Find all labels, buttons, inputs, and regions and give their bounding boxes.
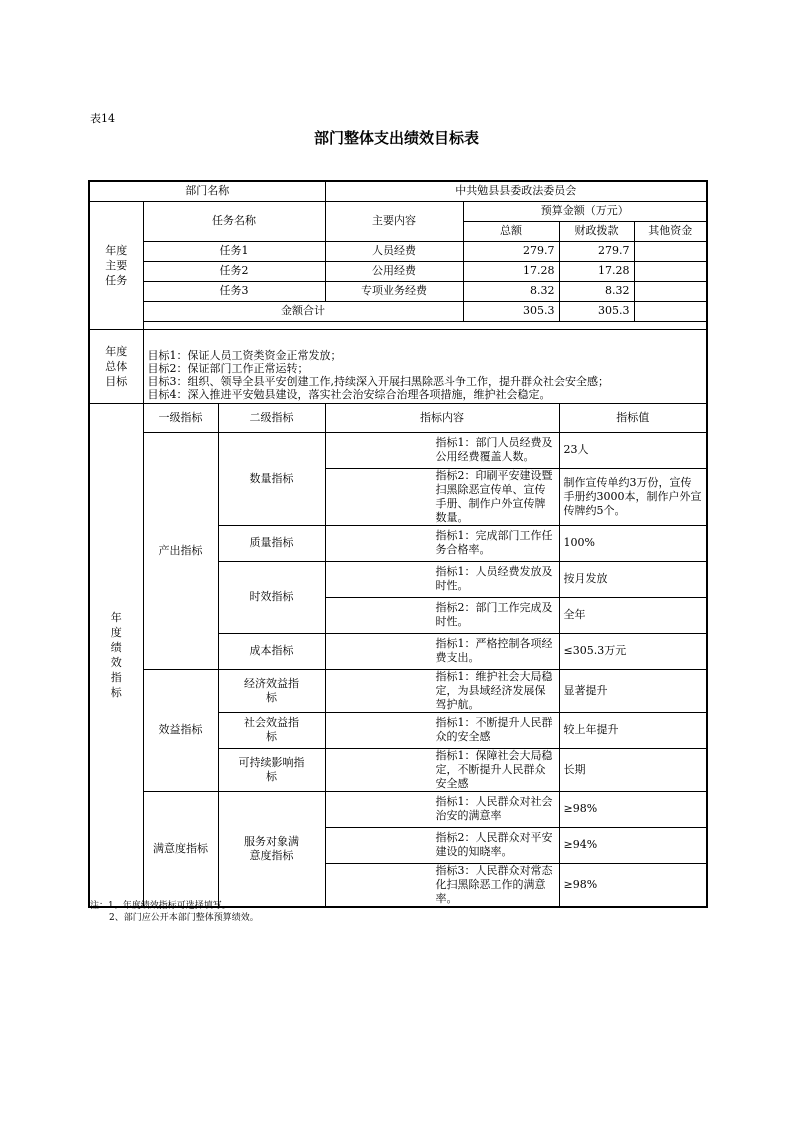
task-total: 279.7 — [463, 241, 559, 261]
indicator-value: ≥98% — [559, 791, 707, 827]
indicator-value: 100% — [559, 525, 707, 561]
footnote: 注：1、年度绩效指标可选择填写。 — [90, 901, 231, 911]
indicator-content: 指标2：印刷平安建设暨扫黑除恶宣传单、宣传手册、制作户外宣传牌数量。 — [325, 468, 559, 525]
social-text: 社会效益指标 — [244, 716, 299, 743]
indicator-value: 23人 — [559, 432, 707, 468]
fiscal-header: 财政拨款 — [559, 221, 634, 241]
dept-row — [89, 181, 707, 201]
indicator-content: 指标1：保障社会大局稳定，不断提升人民群众安全感 — [325, 748, 559, 791]
indicator-value: ≥98% — [559, 863, 707, 907]
table-number: 表14 — [90, 112, 115, 125]
task-fiscal: 8.32 — [559, 281, 634, 301]
indicator-content: 指标3：人民群众对常态化扫黑除恶工作的满意率。 — [325, 863, 559, 907]
task-row — [89, 281, 707, 301]
document-title: 部门整体支出绩效目标表 — [313, 129, 479, 147]
indicator-value: 全年 — [559, 597, 707, 633]
indicator-content: 指标1：部门人员经费及公用经费覆盖人数。 — [325, 432, 559, 468]
task-fiscal: 17.28 — [559, 261, 634, 281]
performance-goal-table — [88, 180, 708, 908]
task-other — [634, 281, 707, 301]
total-header: 总额 — [463, 221, 559, 241]
footnotes — [90, 900, 259, 924]
timeliness-label: 时效指标 — [218, 561, 325, 633]
tasks-section-text: 年度主要任务 — [105, 243, 128, 287]
dept-label: 部门名称 — [89, 181, 325, 201]
dept-value: 中共勉县县委政法委员会 — [325, 181, 707, 201]
task-total: 8.32 — [463, 281, 559, 301]
indicator-content: 指标1：不断提升人民群众的安全感 — [325, 712, 559, 748]
indicator-content: 指标1：人民群众对社会治安的满意率 — [325, 791, 559, 827]
indicator-value: ≥94% — [559, 827, 707, 863]
sum-other — [634, 301, 707, 321]
sustainable-text: 可持续影响指标 — [238, 755, 305, 783]
task-name: 任务2 — [143, 261, 325, 281]
cost-label: 成本指标 — [218, 633, 325, 669]
benefit-label: 效益指标 — [143, 669, 218, 791]
task-other — [634, 261, 707, 281]
output-label: 产出指标 — [143, 432, 218, 669]
level2-header: 二级指标 — [218, 403, 325, 432]
indicator-value-header: 指标值 — [559, 403, 707, 432]
indicator-row — [89, 669, 707, 712]
task-total: 17.28 — [463, 261, 559, 281]
sum-label: 金额合计 — [143, 301, 463, 321]
task-content-header: 主要内容 — [325, 201, 463, 241]
indicator-row — [89, 432, 707, 468]
sustainable-label — [218, 748, 325, 791]
service-satisfaction-label — [218, 791, 325, 907]
tasks-spacer — [143, 321, 707, 329]
goal-line: 目标3：组织、领导全县平安创建工作,持续深入开展扫黑除恶斗争工作，提升群众社会安全感； — [147, 374, 609, 388]
footnote: 2、部门应公开本部门整体预算绩效。 — [109, 913, 259, 923]
budget-header: 预算金额（万元） — [463, 201, 707, 221]
indicator-content: 指标2：人民群众对平安建设的知晓率。 — [325, 827, 559, 863]
perf-section-text: 年度绩效指标 — [110, 610, 122, 699]
indicator-content-header: 指标内容 — [325, 403, 559, 432]
indicator-content: 指标1：完成部门工作任务合格率。 — [325, 525, 559, 561]
task-name-header: 任务名称 — [143, 201, 325, 241]
goals-section-text: 年度总体目标 — [105, 344, 128, 388]
indicator-value: 较上年提升 — [559, 712, 707, 748]
social-label — [218, 712, 325, 748]
task-name: 任务3 — [143, 281, 325, 301]
goal-line: 目标2：保证部门工作正常运转； — [147, 361, 309, 375]
task-row — [89, 241, 707, 261]
economic-label — [218, 669, 325, 712]
perf-section-label — [89, 403, 143, 907]
level1-header: 一级指标 — [143, 403, 218, 432]
task-name: 任务1 — [143, 241, 325, 261]
indicator-value: 制作宣传单约3万份，宣传手册约3000本，制作户外宣传牌约5个。 — [559, 468, 707, 525]
task-other — [634, 241, 707, 261]
task-content: 人员经费 — [325, 241, 463, 261]
goal-line: 目标1：保证人员工资类资金正常发放； — [147, 348, 342, 362]
indicator-value: ≤305.3万元 — [559, 633, 707, 669]
quality-label: 质量指标 — [218, 525, 325, 561]
indicator-content: 指标1：人员经费发放及时性。 — [325, 561, 559, 597]
sum-row — [89, 301, 707, 321]
goals-section-label — [89, 329, 143, 403]
other-header: 其他资金 — [634, 221, 707, 241]
sum-fiscal: 305.3 — [559, 301, 634, 321]
indicator-value: 显著提升 — [559, 669, 707, 712]
indicator-content: 指标1：维护社会大局稳定，为县域经济发展保驾护航。 — [325, 669, 559, 712]
indicator-value: 按月发放 — [559, 561, 707, 597]
indicator-content: 指标2：部门工作完成及时性。 — [325, 597, 559, 633]
goals-row — [89, 329, 707, 403]
task-fiscal: 279.7 — [559, 241, 634, 261]
task-content: 公用经费 — [325, 261, 463, 281]
satisfaction-label: 满意度指标 — [143, 791, 218, 907]
goals-content — [143, 329, 707, 403]
task-content: 专项业务经费 — [325, 281, 463, 301]
indicator-content: 指标1：严格控制各项经费支出。 — [325, 633, 559, 669]
indicator-value: 长期 — [559, 748, 707, 791]
service-satisfaction-text: 服务对象满意度指标 — [244, 834, 299, 862]
sum-total: 305.3 — [463, 301, 559, 321]
economic-text: 经济效益指标 — [244, 676, 299, 704]
quantity-label: 数量指标 — [218, 432, 325, 525]
indicator-row — [89, 791, 707, 827]
goal-line: 目标4：深入推进平安勉县建设，落实社会治安综合治理各项措施，维护社会稳定。 — [147, 387, 551, 401]
task-row — [89, 261, 707, 281]
tasks-section-label — [89, 201, 143, 329]
